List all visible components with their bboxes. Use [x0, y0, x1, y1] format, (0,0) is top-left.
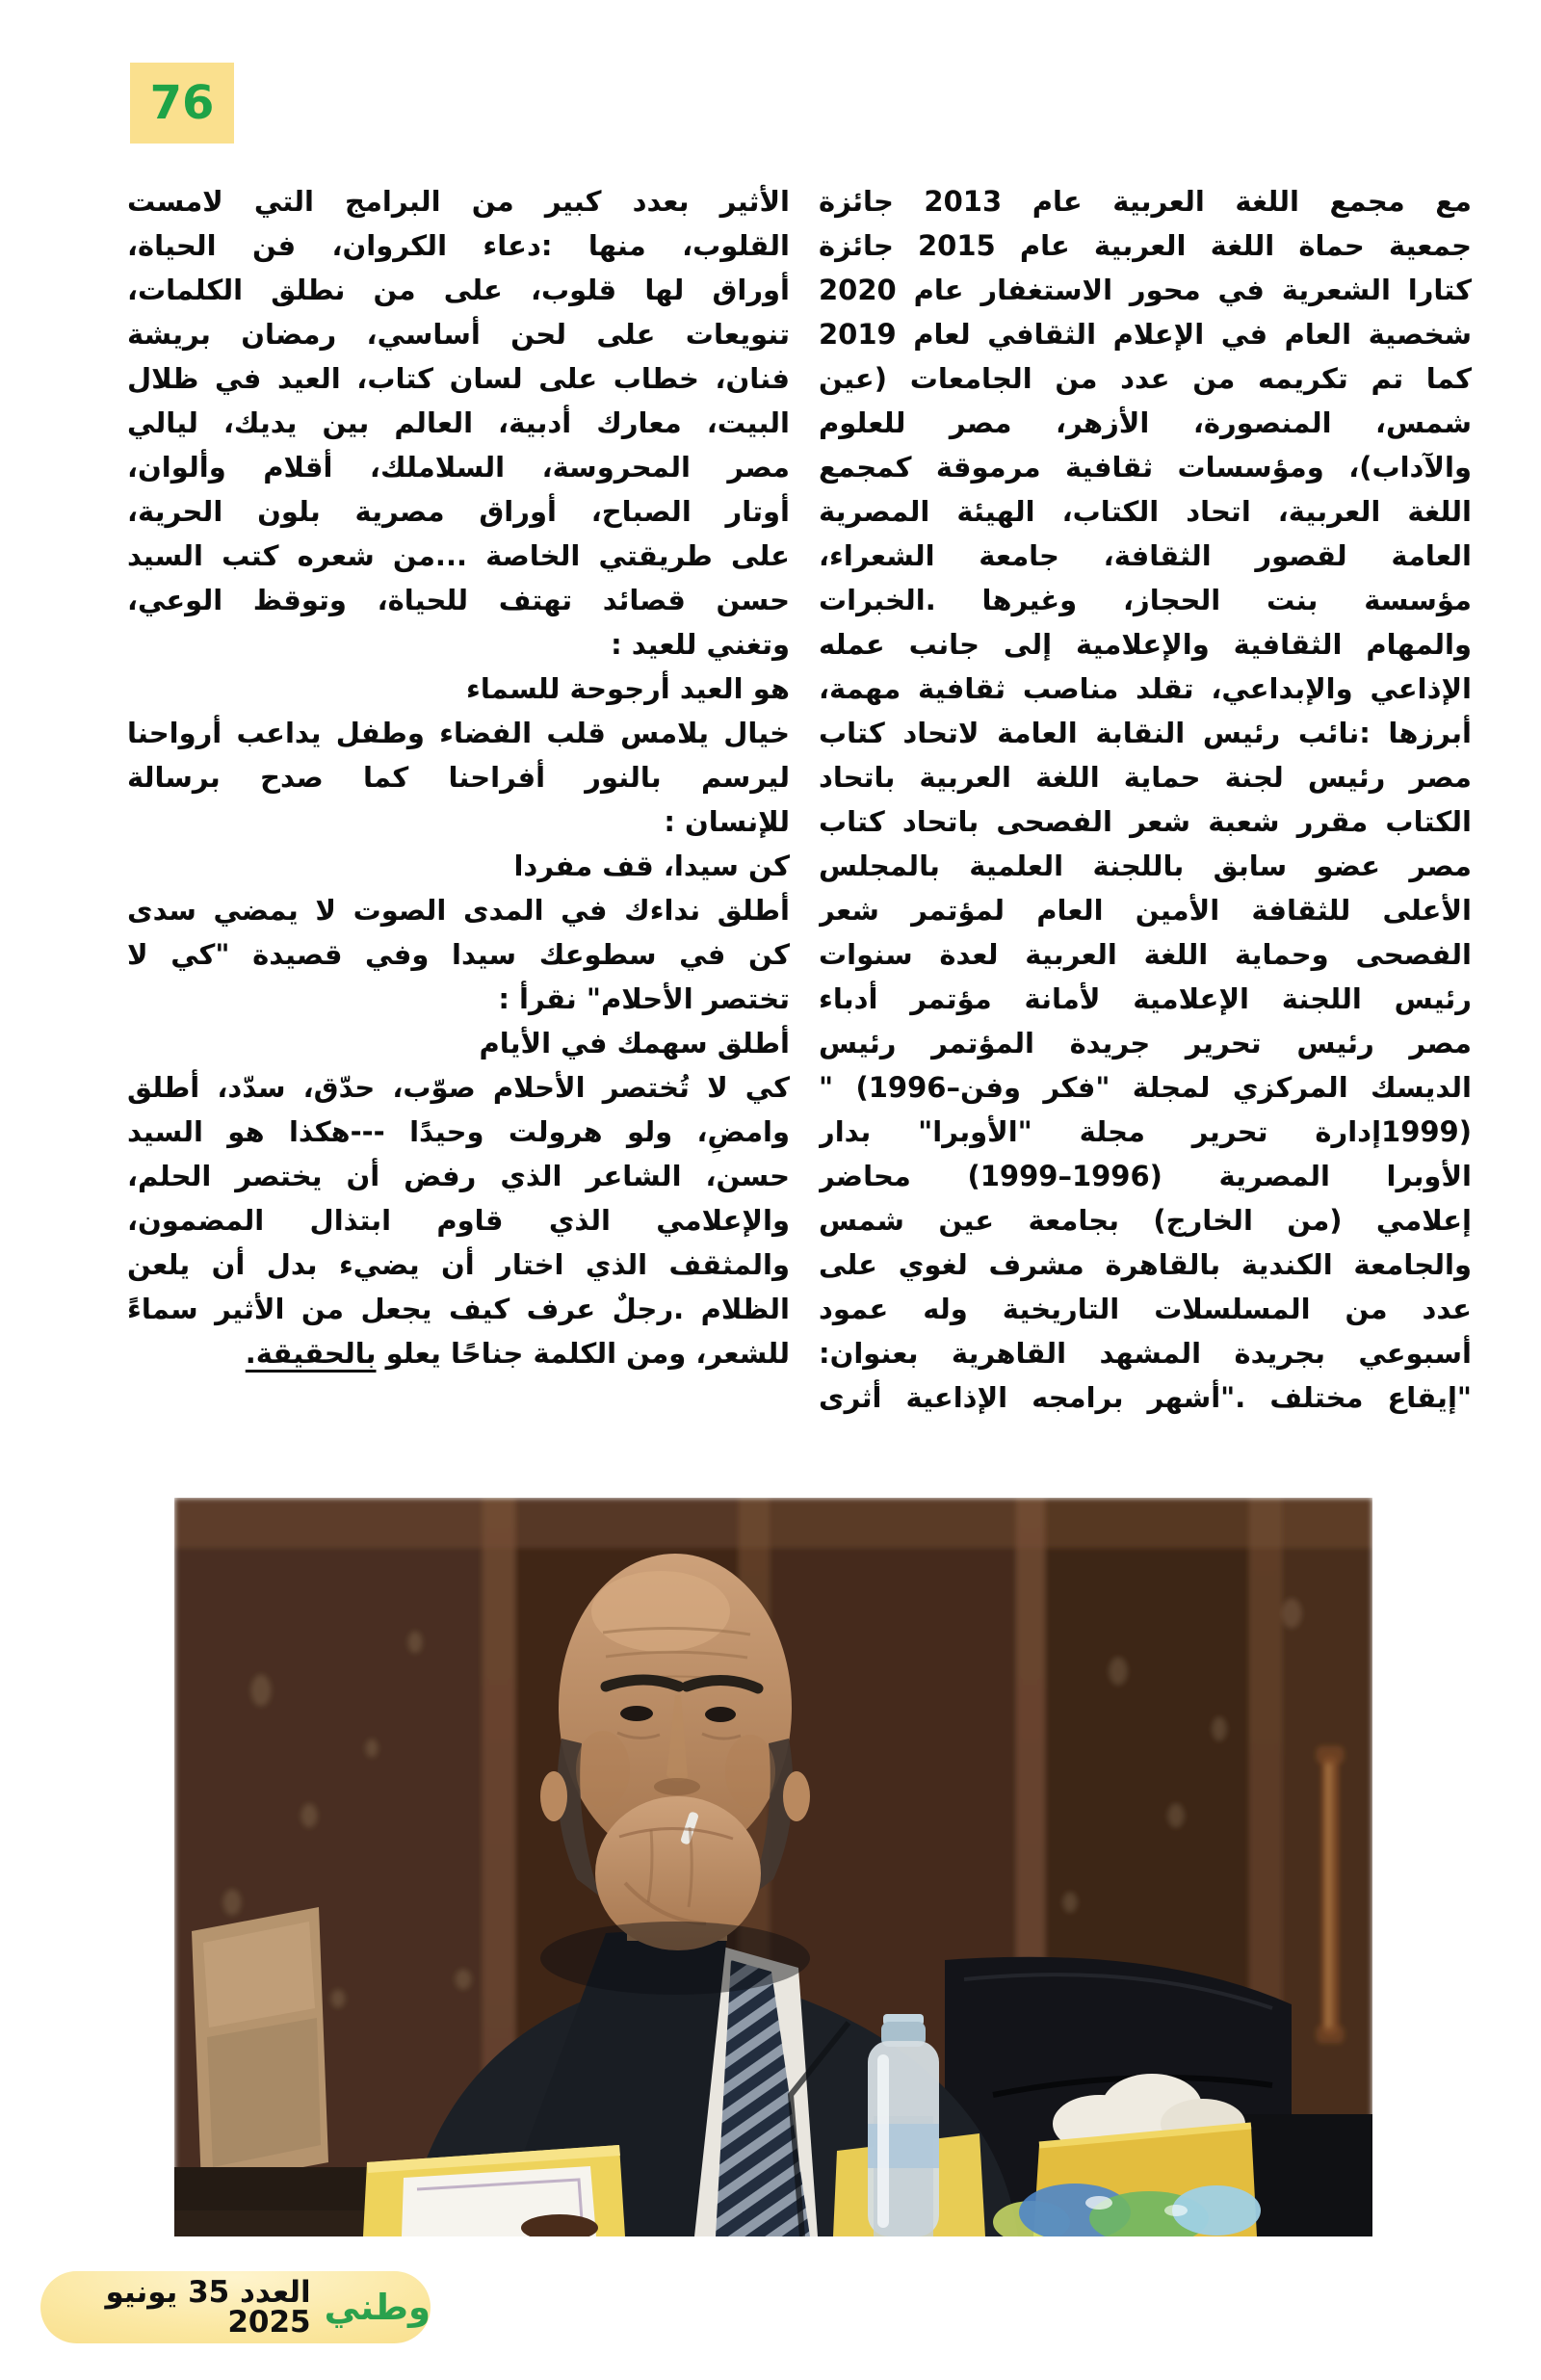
text-line: أطلق سهمك في الأيام: [479, 1027, 790, 1059]
article-photo: [174, 1498, 1372, 2236]
text-line: الأوبرا المصرية (1996–1999) محاضر: [819, 1160, 1472, 1192]
text-line: كتارا الشعرية في محور الاستغفار عام 2020: [819, 274, 1472, 306]
footer-issue-pill: [40, 2271, 431, 2343]
text-line: وتغني للعيد :: [611, 628, 790, 661]
text-line: أطلق نداءك في المدى الصوت لا يمضي سدى: [127, 894, 790, 927]
magazine-brand: وطني: [324, 2287, 431, 2328]
text-line: أسبوعي بجريدة المشهد القاهرية بعنوان:: [819, 1337, 1472, 1370]
footer-issue-text: العدد 35 يونيو 2025: [105, 2274, 311, 2340]
text-line: خيال يلامس قلب الفضاء وطفل يداعب أرواحنا: [127, 717, 790, 749]
text-line: الكتاب مقرر شعبة شعر الفصحى باتحاد كتاب: [819, 805, 1472, 838]
text-line: الفصحى وحماية اللغة العربية لعدة سنوات: [819, 938, 1472, 971]
text-line: للشعر، ومن الكلمة جناحًا يعلو بالحقيقة.: [245, 1337, 790, 1370]
text-line: (1999إدارة تحرير مجلة "الأوبرا" بدار: [819, 1115, 1472, 1148]
text-line: أبرزها :نائب رئيس النقابة العامة لاتحاد كتاب: [819, 717, 1472, 749]
text-line: اللغة العربية، اتحاد الكتاب، الهيئة المصرية: [819, 495, 1472, 528]
article-column-left: [127, 179, 790, 1375]
text-line: حسن قصائد تهتف للحياة، وتوقظ الوعي،: [127, 584, 790, 616]
text-line: مصر رئيس لجنة حماية اللغة العربية باتحاد: [819, 761, 1472, 794]
text-line: مصر عضو سابق باللجنة العلمية بالمجلس: [819, 850, 1472, 882]
text-line: والمهام الثقافية والإعلامية إلى جانب عمله: [819, 628, 1472, 661]
text-line: للإنسان :: [664, 805, 790, 838]
text-line: أوراق لها قلوب، على من نطلق الكلمات،: [127, 274, 790, 306]
water-bottle: [868, 2014, 939, 2236]
text-line: رئيس اللجنة الإعلامية لأمانة مؤتمر أدباء: [819, 982, 1472, 1015]
text-line: تنويعات على لحن أساسي، رمضان بريشة: [127, 318, 790, 351]
text-line: والإعلامي الذي قاوم ابتذال المضمون،: [127, 1204, 790, 1237]
page-number: 76: [149, 76, 215, 130]
article-column-right: [819, 179, 1472, 1420]
text-line: تختصر الأحلام" نقرأ :: [498, 982, 790, 1015]
page-number-badge: [130, 63, 234, 144]
text-line: والجامعة الكندية بالقاهرة مشرف لغوي على: [819, 1248, 1472, 1281]
text-line: والآداب)، ومؤسسات ثقافية مرموقة كمجمع: [819, 451, 1472, 484]
text-line: الأثير بعدد كبير من البرامج التي لامست: [127, 185, 790, 218]
text-line: كن سيدا، قف مفردا: [513, 850, 790, 882]
text-line: الأعلى للثقافة الأمين العام لمؤتمر شعر: [819, 894, 1472, 927]
text-line: الديسك المركزي لمجلة "فكر وفن–1996) ": [819, 1071, 1472, 1104]
text-line: على طريقتي الخاصة ...من شعره كتب السيد: [127, 539, 790, 572]
text-line: وامضِ، ولو هرولت وحيدًا ---هكذا هو السيد: [127, 1115, 790, 1148]
text-line: ليرسم بالنور أفراحنا كما صدح برسالة: [127, 761, 790, 794]
text-line: حسن، الشاعر الذي رفض أن يختصر الحلم،: [127, 1160, 790, 1192]
text-line: مصر المحروسة، السلاملك، أقلام وألوان،: [127, 451, 790, 484]
text-line: كي لا تُختصر الأحلام صوّب، حدّق، سدّد، أطلق: [127, 1071, 790, 1104]
text-line: إعلامي (من الخارج) بجامعة عين شمس: [819, 1204, 1472, 1237]
text-line: العامة لقصور الثقافة، جامعة الشعراء،: [819, 539, 1472, 572]
text-line: "إيقاع مختلف ."أشهر برامجه الإذاعية أثرى: [819, 1381, 1472, 1414]
text-line: شمس، المنصورة، الأزهر، مصر للعلوم: [819, 406, 1472, 439]
text-line: الإذاعي والإبداعي، تقلد مناصب ثقافية مهمة،: [819, 672, 1472, 705]
text-line: مع مجمع اللغة العربية عام 2013 جائزة: [819, 185, 1472, 218]
text-line: مصر رئيس تحرير جريدة المؤتمر رئيس: [819, 1027, 1472, 1059]
text-line: فنان، خطاب على لسان كتاب، العيد في ظلال: [127, 362, 790, 395]
text-line: والمثقف الذي اختار أن يضيء بدل أن يلعن: [127, 1248, 790, 1281]
eyes: [620, 1706, 653, 1721]
text-line: أوتار الصباح، أوراق مصرية بلون الحرية،: [127, 495, 790, 528]
text-line: جمعية حماة اللغة العربية عام 2015 جائزة: [819, 229, 1472, 262]
text-line: القلوب، منها :دعاء الكروان، فن الحياة،: [127, 229, 790, 262]
text-line: كن في سطوعك سيدا وفي قصيدة "كي لا: [127, 938, 790, 971]
text-line: عدد من المسلسلات التاريخية وله عمود: [819, 1293, 1472, 1325]
text-line: هو العيد أرجوحة للسماء: [466, 672, 790, 705]
text-line: كما تم تكريمه من عدد من الجامعات (عين: [819, 362, 1472, 395]
text-line: مؤسسة بنت الحجاز، وغيرها .الخبرات: [819, 584, 1472, 616]
text-line: الظلام .رجلٌ عرف كيف يجعل من الأثير سماءً: [127, 1293, 790, 1325]
text-line: البيت، معارك أدبية، العالم بين يديك، ليالي: [127, 406, 790, 439]
text-line: شخصية العام في الإعلام الثقافي لعام 2019: [819, 318, 1472, 351]
photo-illustration: [174, 1498, 1372, 2236]
